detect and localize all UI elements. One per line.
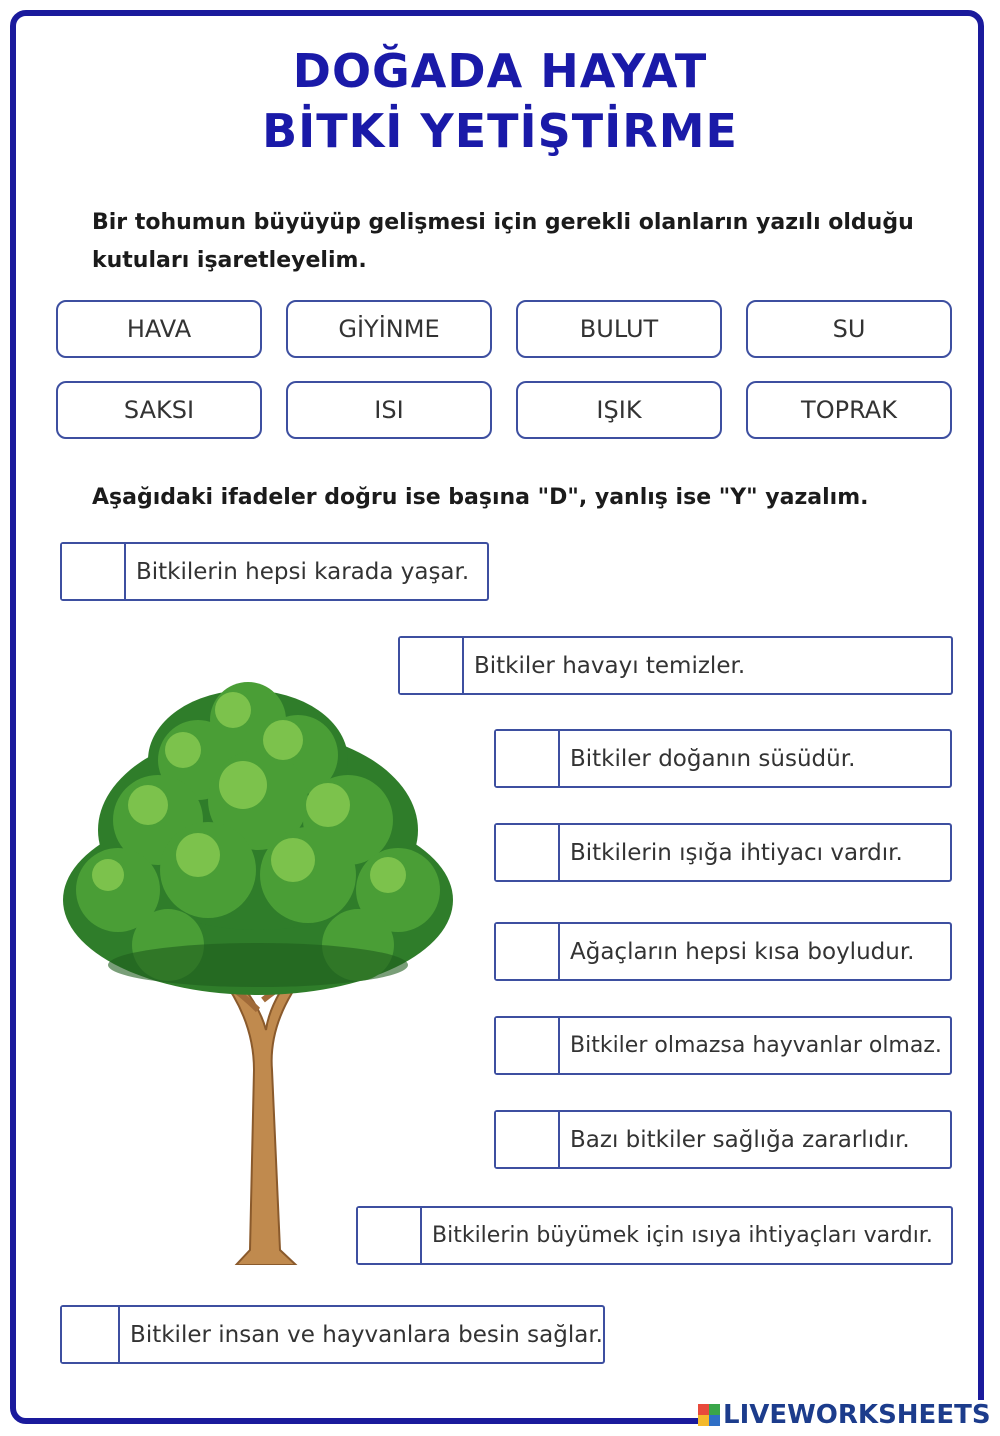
- answer-box[interactable]: [62, 1307, 120, 1362]
- statement-row: [494, 1110, 952, 1169]
- option-bulut[interactable]: BULUT: [516, 300, 722, 358]
- tree-illustration: [58, 680, 458, 1265]
- statement-text: Bitkilerin ışığa ihtiyacı vardır.: [570, 839, 903, 866]
- option-hava[interactable]: HAVA: [56, 300, 262, 358]
- brand-watermark: [698, 1400, 991, 1430]
- statement-text: Bitkiler doğanın süsüdür.: [570, 745, 856, 772]
- statement-text: Bitkiler havayı temizler.: [474, 652, 746, 679]
- answer-box[interactable]: [496, 825, 560, 880]
- answer-box[interactable]: [496, 1018, 560, 1073]
- answer-box[interactable]: [62, 544, 126, 599]
- option-toprak[interactable]: TOPRAK: [746, 381, 952, 439]
- statement-row: [494, 729, 952, 788]
- page-title: DOĞADA HAYAT: [292, 44, 708, 98]
- statement-text: Ağaçların hepsi kısa boyludur.: [570, 938, 915, 965]
- statement-row: [494, 922, 952, 981]
- option-giyinme[interactable]: GİYİNME: [286, 300, 492, 358]
- option-saksi[interactable]: SAKSI: [56, 381, 262, 439]
- statement-row: [398, 636, 953, 695]
- instruction-1: Bir tohumun büyüyüp gelişmesi için gerekli olanların yazılı olduğu kutuları işaretleyelim.: [92, 210, 914, 273]
- answer-box[interactable]: [496, 1112, 560, 1167]
- option-isik[interactable]: IŞIK: [516, 381, 722, 439]
- page-subtitle: BİTKİ YETİŞTİRME: [262, 104, 738, 158]
- instruction-2: Aşağıdaki ifadeler doğru ise başına "D", yanlış ise "Y" yazalım.: [92, 485, 869, 510]
- statement-text: Bitkilerin büyümek için ısıya ihtiyaçları vardır.: [432, 1223, 933, 1248]
- statement-row: [494, 1016, 952, 1075]
- answer-box[interactable]: [496, 924, 560, 979]
- brand-logo-icon: [698, 1404, 720, 1426]
- statement-text: Bazı bitkiler sağlığa zararlıdır.: [570, 1126, 910, 1153]
- statement-text: Bitkilerin hepsi karada yaşar.: [136, 558, 470, 585]
- brand-text: LIVEWORKSHEETS: [723, 1400, 991, 1430]
- answer-box[interactable]: [496, 731, 560, 786]
- option-isi[interactable]: ISI: [286, 381, 492, 439]
- statement-row: [60, 542, 489, 601]
- statement-text: Bitkiler insan ve hayvanlara besin sağlar.: [130, 1321, 603, 1348]
- statement-row: [494, 823, 952, 882]
- option-su[interactable]: SU: [746, 300, 952, 358]
- statement-row: [60, 1305, 605, 1364]
- statement-text: Bitkiler olmazsa hayvanlar olmaz.: [570, 1033, 942, 1058]
